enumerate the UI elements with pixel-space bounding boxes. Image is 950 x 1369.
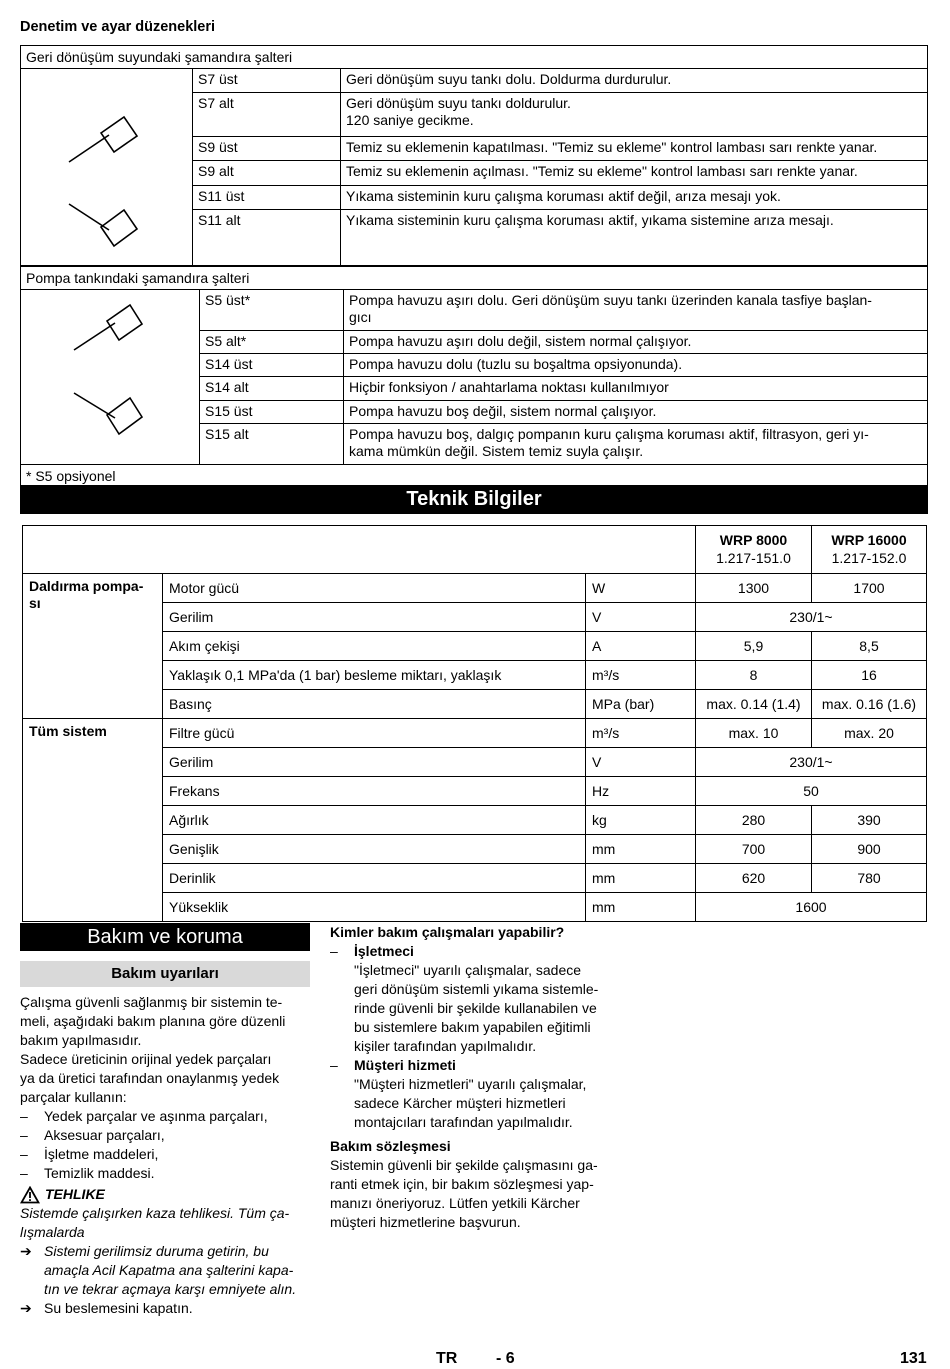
switch-description: Pompa havuzu aşırı dolu değil, sistem normal çalışıyor. bbox=[344, 331, 928, 354]
switch-id: S5 alt* bbox=[200, 331, 344, 354]
value-cell: 900 bbox=[812, 835, 927, 864]
switch-description bbox=[344, 290, 928, 331]
param-name: Gerilim bbox=[163, 748, 586, 777]
switch-description: Pompa havuzu dolu (tuzlu su boşaltma opsiyonunda). bbox=[344, 354, 928, 377]
list-item-text: Yedek parçalar ve aşınma parçaları, bbox=[44, 1108, 268, 1124]
param-name: Genişlik bbox=[163, 835, 586, 864]
role-line: bu sistemlere bakım yapabilen eğitimli bbox=[354, 1019, 591, 1035]
warning-triangle-icon bbox=[20, 1186, 40, 1204]
table-corner bbox=[23, 526, 696, 574]
value-cell: max. 0.14 (1.4) bbox=[696, 690, 812, 719]
switch-id: S9 alt bbox=[193, 161, 341, 185]
param-unit: mm bbox=[586, 893, 696, 922]
value-cell: 700 bbox=[696, 835, 812, 864]
list-item-text: İşletme maddeleri, bbox=[44, 1146, 159, 1162]
footer-language: TR bbox=[436, 1350, 458, 1367]
dash-marker: – bbox=[20, 1146, 28, 1162]
dash-marker: – bbox=[330, 943, 338, 959]
intro-line: parçalar kullanın: bbox=[20, 1089, 127, 1105]
value-cell: 1600 bbox=[696, 893, 927, 922]
value-cell: 230/1~ bbox=[696, 748, 927, 777]
description-line: Pompa havuzu aşırı dolu. Geri dönüşüm suyu tankı üzerinden kanala tasfiye başlan- bbox=[349, 292, 872, 308]
param-unit: mm bbox=[586, 835, 696, 864]
switch-id: S5 üst* bbox=[200, 290, 344, 331]
param-name: Yükseklik bbox=[163, 893, 586, 922]
switch-id: S7 üst bbox=[193, 69, 341, 93]
role-heading bbox=[330, 942, 630, 961]
table-header: Pompa tankındaki şamandıra şalteri bbox=[21, 267, 928, 290]
switch-description: Pompa havuzu boş değil, sistem normal çalışıyor. bbox=[344, 400, 928, 423]
param-unit: W bbox=[586, 574, 696, 603]
dash-marker: – bbox=[20, 1108, 28, 1124]
contract-line: manızı öneriyoruz. Lütfen yetkili Kärcher bbox=[330, 1195, 580, 1211]
param-unit: m³/s bbox=[586, 661, 696, 690]
intro-line: meli, aşağıdaki bakım planına göre düzenli bbox=[20, 1013, 286, 1029]
role-line: montajcıları tarafından yapılmalıdır. bbox=[354, 1114, 573, 1130]
switch-id: S14 üst bbox=[200, 354, 344, 377]
param-name: Derinlik bbox=[163, 864, 586, 893]
switch-description: Temiz su eklemenin kapatılması. "Temiz su ekleme" kontrol lambası sarı renkte yanar. bbox=[341, 136, 928, 160]
step-line: amaçla Acil Kapatma ana şalterini kapa- bbox=[44, 1262, 294, 1278]
list-item-text: Temizlik maddesi. bbox=[44, 1165, 155, 1181]
role-heading bbox=[330, 1056, 630, 1075]
who-title: Kimler bakım çalışmaları yapabilir? bbox=[330, 924, 565, 940]
role-description bbox=[330, 961, 630, 1056]
list-item bbox=[20, 1145, 310, 1164]
warning-text-line: lışmalarda bbox=[20, 1224, 85, 1240]
param-unit: mm bbox=[586, 864, 696, 893]
role-line: "İşletmeci" uyarılı çalışmalar, sadece bbox=[354, 962, 582, 978]
value-cell: 16 bbox=[812, 661, 927, 690]
intro-line: bakım yapılmasıdır. bbox=[20, 1032, 142, 1048]
switch-id: S15 alt bbox=[200, 423, 344, 464]
list-item bbox=[20, 1107, 310, 1126]
arrow-right-icon: ➔ bbox=[20, 1243, 32, 1259]
contract-line: müşteri hizmetlerine başvurun. bbox=[330, 1214, 521, 1230]
switch-id: S9 üst bbox=[193, 136, 341, 160]
switch-description: Hiçbir fonksiyon / anahtarlama noktası kullanılmıyor bbox=[344, 377, 928, 400]
value-cell: 620 bbox=[696, 864, 812, 893]
param-name: Motor gücü bbox=[163, 574, 586, 603]
group-name: Daldırma pompa-sı bbox=[29, 578, 144, 611]
value-cell: max. 20 bbox=[812, 719, 927, 748]
group-label bbox=[23, 574, 163, 719]
contract-line: ranti etmek için, bir bakım sözleşmesi yap- bbox=[330, 1176, 594, 1192]
list-item bbox=[20, 1164, 310, 1183]
value-cell: 8 bbox=[696, 661, 812, 690]
param-unit: V bbox=[586, 748, 696, 777]
step-line: Su beslemesini kapatın. bbox=[44, 1300, 193, 1316]
param-unit: kg bbox=[586, 806, 696, 835]
param-unit: m³/s bbox=[586, 719, 696, 748]
model-number: 1.217-152.0 bbox=[831, 549, 907, 566]
contract-title: Bakım sözleşmesi bbox=[330, 1138, 451, 1154]
switch-description: Yıkama sisteminin kuru çalışma koruması aktif değil, arıza mesajı yok. bbox=[341, 185, 928, 209]
contract-line: Sistemin güvenli bir şekilde çalışmasını ga- bbox=[330, 1157, 598, 1173]
maintenance-column bbox=[20, 961, 310, 1318]
warning-label: TEHLIKE bbox=[45, 1186, 105, 1202]
switch-description: Geri dönüşüm suyu tankı dolu. Doldurma durdurulur. bbox=[341, 69, 928, 93]
role-description bbox=[330, 1075, 630, 1132]
description-line: 120 saniye gecikme. bbox=[346, 112, 474, 129]
intro-line: Sadece üreticinin orijinal yedek parçaları bbox=[20, 1051, 272, 1067]
step-line: tın ve tekrar açmaya karşı emniyete alın. bbox=[44, 1281, 297, 1297]
group-name: Tüm sistem bbox=[29, 723, 107, 739]
warning-heading bbox=[20, 1185, 310, 1204]
model-header bbox=[812, 526, 927, 574]
switch-description: Temiz su eklemenin açılması. "Temiz su ekleme" kontrol lambası sarı renkte yanar. bbox=[341, 161, 928, 185]
param-unit: A bbox=[586, 632, 696, 661]
step-item bbox=[20, 1299, 310, 1318]
param-name: Frekans bbox=[163, 777, 586, 806]
param-unit: Hz bbox=[586, 777, 696, 806]
warning-text-line: Sistemde çalışırken kaza tehlikesi. Tüm ça- bbox=[20, 1205, 290, 1221]
step-line: Sistemi gerilimsiz duruma getirin, bu bbox=[44, 1243, 269, 1259]
float-switch-table-pump bbox=[20, 266, 928, 488]
switch-id: S11 üst bbox=[193, 185, 341, 209]
value-cell: 390 bbox=[812, 806, 927, 835]
value-cell: 1700 bbox=[812, 574, 927, 603]
dash-marker: – bbox=[330, 1057, 338, 1073]
param-unit: V bbox=[586, 603, 696, 632]
section-title: Denetim ve ayar düzenekleri bbox=[20, 19, 216, 35]
role-name: İşletmeci bbox=[354, 943, 414, 959]
switch-description bbox=[344, 423, 928, 464]
list-item bbox=[20, 1126, 310, 1145]
footnote: * S5 opsiyonel bbox=[21, 465, 928, 488]
maintenance-subtitle: Bakım uyarıları bbox=[20, 961, 310, 987]
value-cell: max. 10 bbox=[696, 719, 812, 748]
intro-line: Çalışma güvenli sağlanmış bir sistemin te- bbox=[20, 994, 283, 1010]
value-cell: 230/1~ bbox=[696, 603, 927, 632]
description-line: Pompa havuzu boş, dalgıç pompanın kuru çalışma koruması aktif, filtrasyon, geri yı- bbox=[349, 425, 869, 442]
page-number: 131 bbox=[900, 1350, 927, 1367]
switch-id: S11 alt bbox=[193, 210, 341, 266]
value-cell: 1300 bbox=[696, 574, 812, 603]
param-name: Ağırlık bbox=[163, 806, 586, 835]
switch-id: S15 üst bbox=[200, 400, 344, 423]
value-cell: 5,9 bbox=[696, 632, 812, 661]
float-switch-icon bbox=[21, 69, 192, 261]
step-item bbox=[20, 1242, 310, 1299]
float-switch-icons-cell bbox=[21, 290, 200, 465]
role-name: Müşteri hizmeti bbox=[354, 1057, 456, 1073]
tech-data-table bbox=[22, 525, 927, 922]
switch-id: S7 alt bbox=[193, 93, 341, 136]
param-name: Filtre gücü bbox=[163, 719, 586, 748]
value-cell: max. 0.16 (1.6) bbox=[812, 690, 927, 719]
value-cell: 8,5 bbox=[812, 632, 927, 661]
description-line: gıcı bbox=[349, 309, 372, 325]
model-number: 1.217-151.0 bbox=[716, 549, 791, 566]
group-label bbox=[23, 719, 163, 922]
description-line: kama mümkün değil. Sistem temiz suyla çalışır. bbox=[349, 442, 644, 459]
param-name: Basınç bbox=[163, 690, 586, 719]
switch-description: Yıkama sisteminin kuru çalışma koruması aktif, yıkama sistemine arıza mesajı. bbox=[341, 210, 928, 266]
value-cell: 50 bbox=[696, 777, 927, 806]
arrow-right-icon: ➔ bbox=[20, 1300, 32, 1316]
float-switch-icons-cell bbox=[21, 69, 193, 266]
footer-local-page: - 6 bbox=[496, 1350, 515, 1367]
model-header bbox=[696, 526, 812, 574]
param-name: Gerilim bbox=[163, 603, 586, 632]
param-unit: MPa (bar) bbox=[586, 690, 696, 719]
param-name: Akım çekişi bbox=[163, 632, 586, 661]
model-name: WRP 8000 bbox=[719, 531, 788, 548]
dash-marker: – bbox=[20, 1165, 28, 1181]
dash-marker: – bbox=[20, 1127, 28, 1143]
switch-id: S14 alt bbox=[200, 377, 344, 400]
role-line: kişiler tarafından yapılmalıdır. bbox=[354, 1038, 537, 1054]
value-cell: 780 bbox=[812, 864, 927, 893]
who-column bbox=[330, 923, 630, 1232]
maintenance-section-title: Bakım ve koruma bbox=[20, 923, 310, 951]
param-name: Yaklaşık 0,1 MPa'da (1 bar) besleme miktarı, yaklaşık bbox=[163, 661, 586, 690]
model-name: WRP 16000 bbox=[831, 531, 907, 548]
float-switch-icon bbox=[21, 290, 199, 460]
tech-section-title: Teknik Bilgiler bbox=[20, 485, 928, 514]
intro-line: ya da üretici tarafından onaylanmış yedek bbox=[20, 1070, 280, 1086]
description-line: Geri dönüşüm suyu tankı doldurulur. bbox=[346, 95, 571, 112]
role-line: geri dönüşüm sistemli yıkama sistemle- bbox=[354, 981, 599, 997]
role-line: sadece Kärcher müşteri hizmetleri bbox=[354, 1095, 566, 1111]
table-header: Geri dönüşüm suyundaki şamandıra şalteri bbox=[21, 46, 928, 69]
switch-description bbox=[341, 93, 928, 136]
value-cell: 280 bbox=[696, 806, 812, 835]
list-item-text: Aksesuar parçaları, bbox=[44, 1127, 165, 1143]
role-line: rinde güvenli bir şekilde kullanabilen ve bbox=[354, 1000, 597, 1016]
role-line: "Müşteri hizmetleri" uyarılı çalışmalar, bbox=[354, 1076, 587, 1092]
float-switch-table-recycling bbox=[20, 45, 928, 266]
